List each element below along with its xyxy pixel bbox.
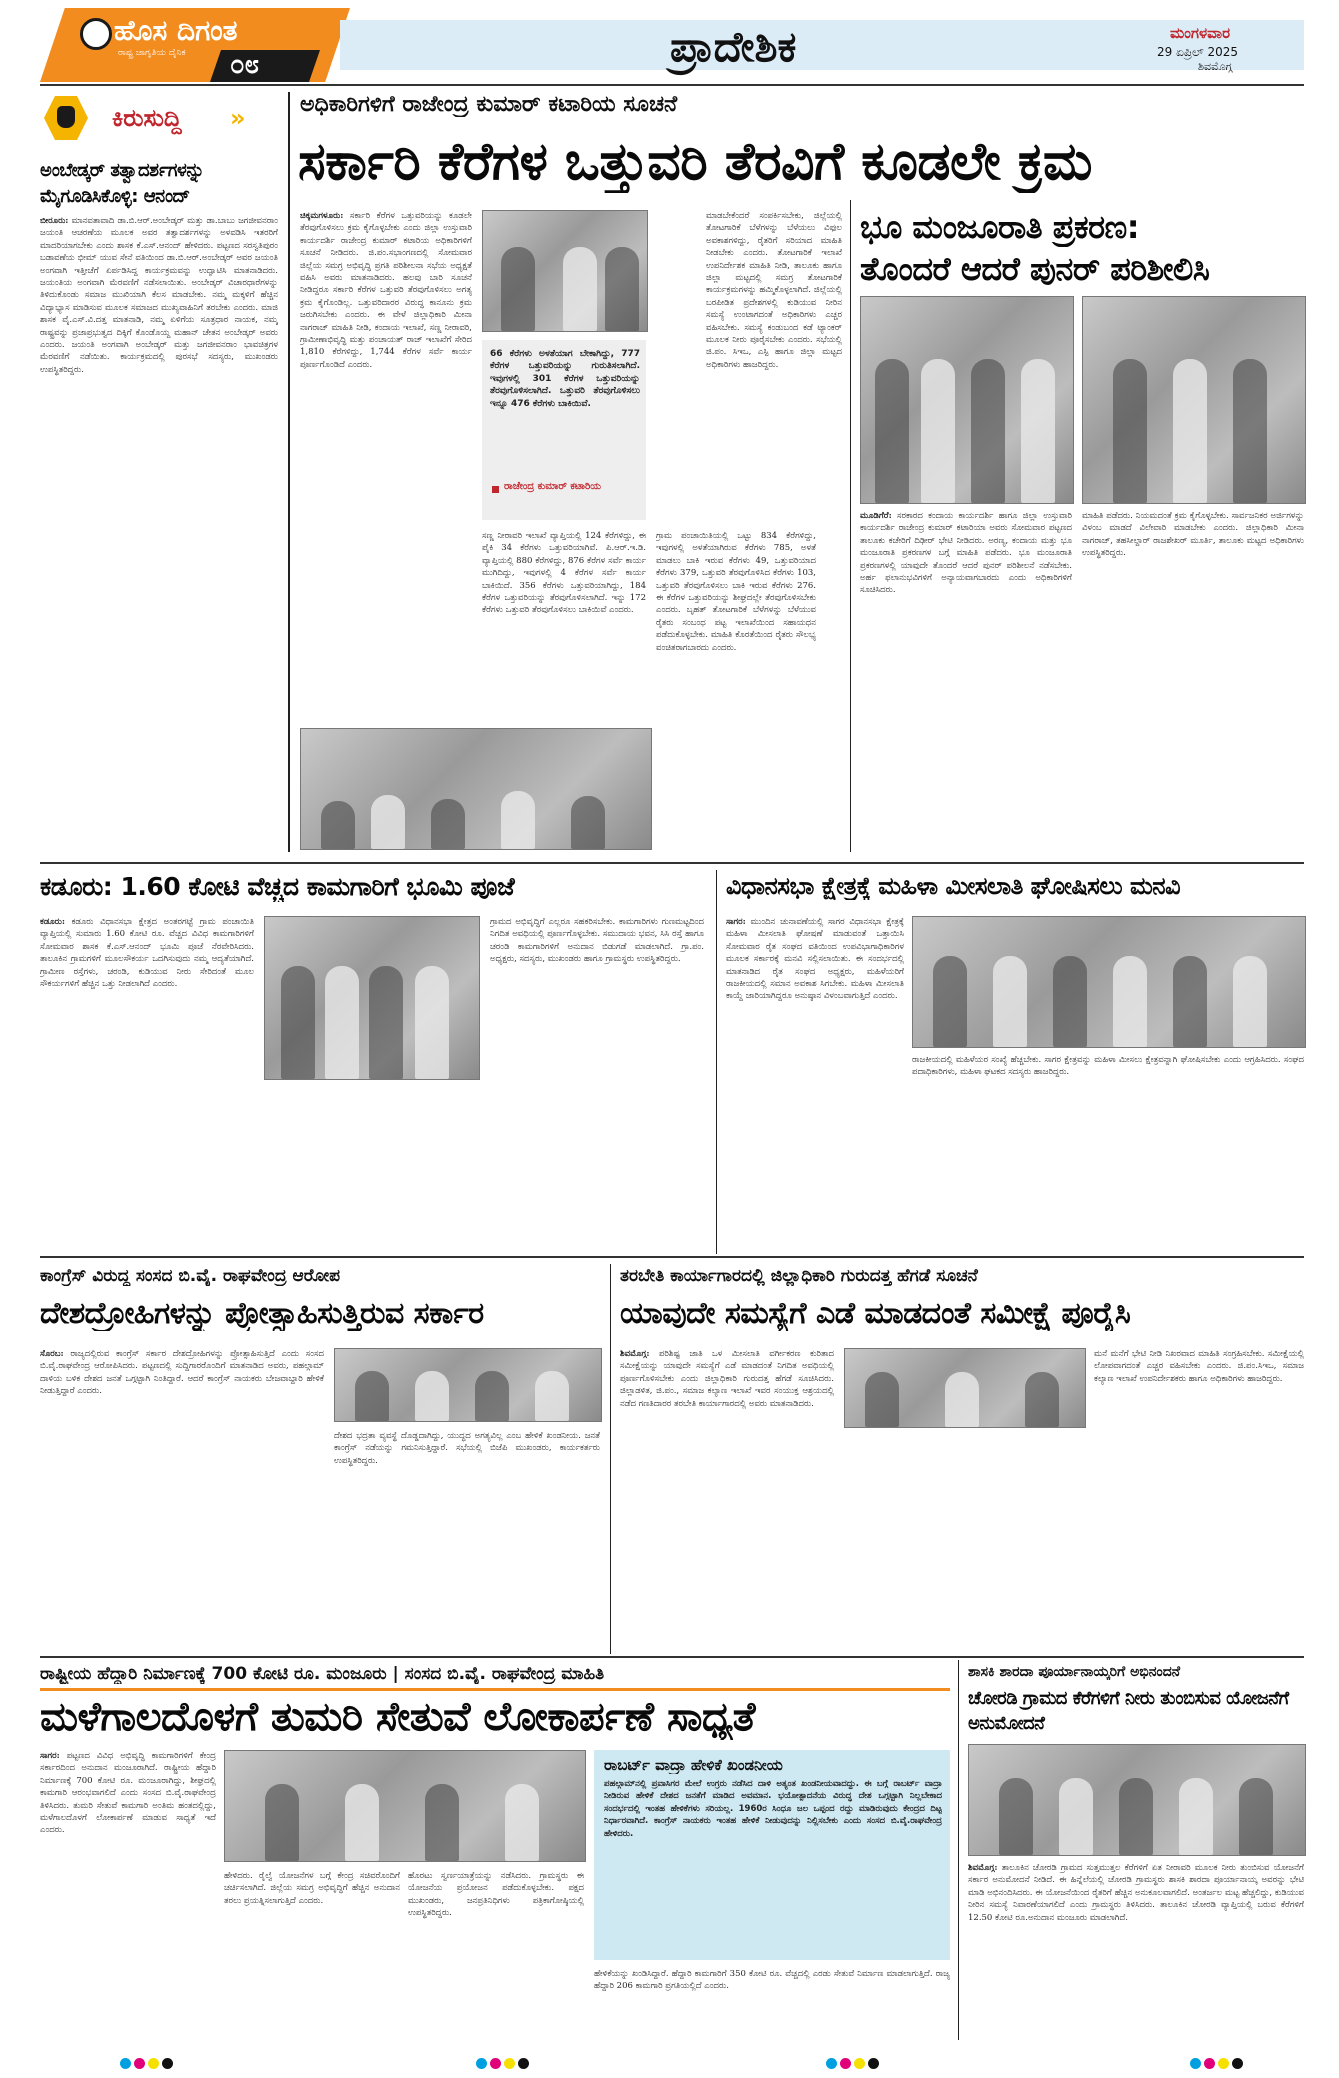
registration-marks-left <box>120 2058 180 2070</box>
masthead <box>40 8 1304 82</box>
bridge-headline: ಮಳೆಗಾಲದೊಳಗೆ ತುಮರಿ ಸೇತುವೆ ಲೋಕಾರ್ಪಣೆ ಸಾಧ್ಯತೆ <box>40 1694 755 1740</box>
bridge-col-1: ಸಾಗರ: ಪಟ್ಟಣದ ವಿವಿಧ ಅಭಿವೃದ್ಧಿ ಕಾಮಗಾರಿಗಳಿಗೆ ಕೇಂದ್ರ ಸರ್ಕಾರದಿಂದ ಅನುದಾನ ಮಂಜೂರಾಗಿದೆ. ರಾಷ್ಟ್ರೀಯ ಹೆದ್ದಾರಿ ನಿರ್ಮಾಣಕ್ಕೆ 700 ಕೋಟಿ ರೂ. ಮಂಜೂರಾಗಿದ್ದು, ಶೀಘ್ರದಲ್ಲಿ ಕಾಮಗಾರಿ ಆರಂಭವಾಗಲಿದೆ ಎಂದು ಸಂಸದ ಬಿ.ವೈ.ರಾಘವೇಂದ್ರ ತಿಳಿಸಿದರು. ತುಮರಿ ಸೇತುವೆ ಕಾಮಗಾರಿ ಅಂತಿಮ ಹಂತದಲ್ಲಿದ್ದು, ಮಳೆಗಾಲದೊಳಗೆ ಲೋಕಾರ್ಪಣೆ ಮಾಡುವ ಸಾಧ್ಯತೆ ಇದೆ ಎಂದರು. <box>40 1751 216 1836</box>
tarabeti-col-1: ಶಿವಮೊಗ್ಗ: ಪರಿಶಿಷ್ಟ ಜಾತಿ ಒಳ ಮೀಸಲಾತಿ ವರ್ಗೀಕರಣ ಕುರಿತಾದ ಸಮೀಕ್ಷೆಯನ್ನು ಯಾವುದೇ ಸಮಸ್ಯೆಗೆ ಎಡೆ ಮಾಡದಂತೆ ನಿಗದಿತ ಅವಧಿಯಲ್ಲಿ ಪೂರ್ಣಗೊಳಿಸಬೇಕು ಎಂದು ಜಿಲ್ಲಾಧಿಕಾರಿ ಗುರುದತ್ತ ಹೆಗಡೆ ಸೂಚಿಸಿದರು. ಜಿಲ್ಲಾಡಳಿತ, ಜಿ.ಪಂ., ಸಮಾಜ ಕಲ್ಯಾಣ ಇಲಾಖೆ ಇವರ ಸಂಯುಕ್ತ ಆಶ್ರಯದಲ್ಲಿ ನಡೆದ ಗಣತಿದಾರರ ತರಬೇತಿ ಕಾರ್ಯಾಗಾರದಲ್ಲಿ ಅವರು ಮಾತನಾಡಿದರು. <box>620 1349 834 1409</box>
lead-col-4: ಮಾಡಬೇಕೆಂದರೆ ಸಂಪರ್ಕಿಸಬೇಕು, ಜಿಲ್ಲೆಯಲ್ಲಿ ತೋಟಗಾರಿಕೆ ಬೆಳೆಗಳನ್ನು ಬೆಳೆಯಲು ವಿಫುಲ ಅವಕಾಶಗಳಿದ್ದು, ರೈತರಿಗೆ ಸರಿಯಾದ ಮಾಹಿತಿ ನೀಡಬೇಕು ಎಂದರು. ತೋಟಗಾರಿಕೆ ಇಲಾಖೆ ಉಪನಿರ್ದೇಶಕ ಮಾಹಿತಿ ನೀಡಿ, ತಾಲೂಕು ಹಾಗೂ ಜಿಲ್ಲಾ ಮಟ್ಟದಲ್ಲಿ ಸಮಗ್ರ ತೋಟಗಾರಿಕೆ ಕಾರ್ಯಕ್ರಮಗಳನ್ನು ಹಮ್ಮಿಕೊಳ್ಳಲಾಗಿದೆ. ಜಿಲ್ಲೆಯಲ್ಲಿ ಬರಪೀಡಿತ ಪ್ರದೇಶಗಳಲ್ಲಿ ಕುಡಿಯುವ ನೀರಿನ ಸಮಸ್ಯೆ ಉಂಟಾಗದಂತೆ ಅಧಿಕಾರಿಗಳು ಎಚ್ಚರ ವಹಿಸಬೇಕು. ಸಮಸ್ಯೆ ಕಂಡುಬಂದ ಕಡೆ ಟ್ಯಾಂಕರ್ ಮೂಲಕ ನೀರು ಪೂರೈಸಬೇಕು ಎಂದರು. ಸಭೆಯಲ್ಲಿ ಜಿ.ಪಂ. ಸಿಇಒ, ಎಸ್ಪಿ ಹಾಗೂ ಜಿಲ್ಲಾ ಮಟ್ಟದ ಅಧಿಕಾರಿಗಳು ಹಾಜರಿದ್ದರು. <box>706 211 842 370</box>
masthead-rule <box>40 84 1304 86</box>
page-number-block <box>210 50 320 82</box>
bhoo-photo-right <box>1082 296 1306 504</box>
tarabeti-kicker: ತರಬೇತಿ ಕಾರ್ಯಾಗಾರದಲ್ಲಿ ಜಿಲ್ಲಾಧಿಕಾರಿ ಗುರುದತ್ತ ಹೆಗಡೆ ಸೂಚನೆ <box>620 1266 978 1286</box>
congress-divider <box>610 1264 611 1654</box>
bhoo-headline-2: ತೊಂದರೆ ಆದರೆ ಪುನರ್ ಪರಿಶೀಲಿಸಿ <box>860 250 1210 288</box>
chevrons-icon: » <box>230 104 246 132</box>
kirusuddi-body: ಬೀರೂರು: ಮಾನವತಾವಾದಿ ಡಾ.ಬಿ.ಆರ್.ಅಂಬೇಡ್ಕರ್ ಮತ್ತು ಡಾ.ಬಾಬು ಜಗಜೀವನರಾಂ ಜಯಂತಿ ಆಚರಣೆಯ ಮೂಲಕ ಅವರ ತತ್ವಾದರ್ಶಗಳನ್ನು ಅಳವಡಿಸಿ ಇತರರಿಗೆ ಮಾದರಿಯಾಗಬೇಕು ಎಂದು ಶಾಸಕ ಕೆ.ಎಸ್.ಆನಂದ್ ಹೇಳಿದರು. ಪಟ್ಟಣದ ಸರಸ್ವತಿಪುರಂ ಬಡಾವಣೆಯ ಭೀಮ್ ಯುವ ಸೇನೆ ವತಿಯಿಂದ ಡಾ.ಬಿ.ಆರ್.ಅಂಬೇಡ್ಕರ್ ಅವರ ಜಯಂತಿ ಅಂಗವಾಗಿ ಇತ್ತೀಚೆಗೆ ಏರ್ಪಡಿಸಿದ್ದ ಕಾರ್ಯಕ್ರಮವನ್ನು ಉದ್ಘಾಟಿಸಿ ಮಾತನಾಡಿದರು. ಜಯಂತಿಯ ಅಂಗವಾಗಿ ಮೆರವಣಿಗೆ ನಡೆಸಲಾಯಿತು. ಅಂಬೇಡ್ಕರ್ ವಿಚಾರಧಾರೆಗಳನ್ನು ತಿಳಿದುಕೊಂಡು ಸಮಾಜ ಮುಖಿಯಾಗಿ ಕೆಲಸ ಮಾಡಬೇಕು. ನಮ್ಮ ಮಕ್ಕಳಿಗೆ ಹೆಚ್ಚಿನ ವಿದ್ಯಾಭ್ಯಾಸ ಮಾಡಿಸುವ ಮೂಲಕ ಸಮಾಜದ ಮುಖ್ಯವಾಹಿನಿಗೆ ತರಬೇಕು ಎಂದರು. ಮಾಜಿ ಶಾಸಕ ವೈ.ಎಸ್.ವಿ.ದತ್ತ ಮಾತನಾಡಿ, ನಮ್ಮ ಏಳಿಗೆಯ ಸೂತ್ರಧಾರ ನಾಯಕ, ನಮ್ಮ ರಾಷ್ಟ್ರವನ್ನು ಪ್ರಜಾಪ್ರಭುತ್ವದ ದಿಕ್ಕಿಗೆ ಕೊಂಡೊಯ್ದ ಮಹಾನ್ ಚೇತನ ಅಂಬೇಡ್ಕರ್ ಅವರು ಎಂದರು. ಜಯಂತಿ ಅಂಗವಾಗಿ ಅಂಬೇಡ್ಕರ್ ಮತ್ತು ಜಗಜೀವನರಾಂ ಭಾವಚಿತ್ರಗಳ ಮೆರವಣಿಗೆ ನಡೆಯಿತು. ಕಾರ್ಯಕ್ರಮದಲ್ಲಿ ಪುರಸಭೆ ಸದಸ್ಯರು, ಮುಖಂಡರು ಉಪಸ್ಥಿತರಿದ್ದರು. <box>40 216 278 375</box>
bridge-divider <box>958 1660 959 2040</box>
masthead-edition: ಶಿವಮೊಗ್ಗ <box>1198 60 1233 73</box>
robert-title: ರಾಬರ್ಟ್ ವಾದ್ರಾ ಹೇಳಿಕೆ ಖಂಡನೀಯ <box>604 1756 783 1774</box>
row2-rule <box>40 1256 1304 1258</box>
shasaki-headline: ಚೋರಡಿ ಗ್ರಾಮದ ಕೆರೆಗಳಿಗೆ ನೀರು ತುಂಬಿಸುವ ಯೋಜನೆಗೆ ಅನುಮೋದನೆ <box>968 1688 1289 1734</box>
lead-col-1: ಚಿಕ್ಕಮಗಳೂರು: ಸರ್ಕಾರಿ ಕೆರೆಗಳ ಒತ್ತುವರಿಯನ್ನು ಕೂಡಲೇ ತೆರವುಗೊಳಿಸಲು ಕ್ರಮ ಕೈಗೊಳ್ಳಬೇಕು ಎಂದು ಜಿಲ್ಲಾ ಉಸ್ತುವಾರಿ ಕಾರ್ಯದರ್ಶಿ ರಾಜೇಂದ್ರ ಕುಮಾರ್ ಕಟಾರಿಯ ಅಧಿಕಾರಿಗಳಿಗೆ ಸೂಚನೆ ನೀಡಿದರು. ಜಿ.ಪಂ.ಸಭಾಂಗಣದಲ್ಲಿ ಸೋಮವಾರ ಜಿಲ್ಲೆಯ ಸಮಗ್ರ ಅಭಿವೃದ್ಧಿ ಪ್ರಗತಿ ಪರಿಶೀಲನಾ ಸಭೆಯ ಅಧ್ಯಕ್ಷತೆ ವಹಿಸಿ ಅವರು ಮಾತನಾಡಿದರು. ಹಲವು ಬಾರಿ ಸೂಚನೆ ನೀಡಿದ್ದರೂ ಸರ್ಕಾರಿ ಕೆರೆಗಳ ಒತ್ತುವರಿ ತೆರವುಗೊಳಿಸಲು ಅಗತ್ಯ ಕ್ರಮ ಕೈಗೊಂಡಿಲ್ಲ. ಒತ್ತುವರಿದಾರರ ವಿರುದ್ಧ ಕಾನೂನು ಕ್ರಮ ಜರುಗಿಸಬೇಕು ಎಂದರು. ಈ ವೇಳೆ ಜಿಲ್ಲಾಧಿಕಾರಿ ಮೀನಾ ನಾಗರಾಜ್ ಮಾಹಿತಿ ನೀಡಿ, ಕಂದಾಯ ಇಲಾಖೆ, ಸಣ್ಣ ನೀರಾವರಿ, ಗ್ರಾಮೀಣಾಭಿವೃದ್ಧಿ ಮತ್ತು ಪಂಚಾಯತ್ ರಾಜ್ ಇಲಾಖೆಗೆ ಸೇರಿದ 1,810 ಕೆರೆಗಳಿದ್ದು, 1,744 ಕೆರೆಗಳ ಸರ್ವೆ ಕಾರ್ಯ ಪೂರ್ಣಗೊಂಡಿದೆ ಎಂದರು. <box>300 211 472 370</box>
bhoo-col-1: ಮೂಡಿಗೆರೆ: ಸರಕಾರದ ಕಂದಾಯ ಕಾರ್ಯದರ್ಶಿ ಹಾಗೂ ಜಿಲ್ಲಾ ಉಸ್ತುವಾರಿ ಕಾರ್ಯದರ್ಶಿ ರಾಜೇಂದ್ರ ಕುಮಾರ್ ಕಟಾರಿಯಾ ಅವರು ಸೋಮವಾರ ಪಟ್ಟಣದ ತಾಲೂಕು ಕಚೇರಿಗೆ ದಿಢೀರ್ ಭೇಟಿ ನೀಡಿದರು. ಅರಣ್ಯ, ಕಂದಾಯ ಮತ್ತು ಭೂ ಮಂಜೂರಾತಿ ಪ್ರಕರಣಗಳ ಬಗ್ಗೆ ಮಾಹಿತಿ ಪಡೆದರು. ಭೂ ಮಂಜೂರಾತಿ ಪ್ರಕರಣಗಳಲ್ಲಿ ಯಾವುದೇ ತೊಂದರೆ ಆದರೆ ಪುನರ್ ಪರಿಶೀಲನೆ ನಡೆಸಬೇಕು. ಅರ್ಹ ಫಲಾನುಭವಿಗಳಿಗೆ ಅನ್ಯಾಯವಾಗಬಾರದು ಎಂದು ಅಧಿಕಾರಿಗಳಿಗೆ ಸೂಚಿಸಿದರು. <box>860 511 1072 596</box>
paper-tagline: ರಾಷ್ಟ್ರ ಜಾಗೃತಿಯ ದೈನಿಕ <box>118 48 186 58</box>
factbox-bullet-icon <box>492 486 499 493</box>
lead-headline: ಸರ್ಕಾರಿ ಕೆರೆಗಳ ಒತ್ತುವರಿ ತೆರವಿಗೆ ಕೂಡಲೇ ಕ್ರಮ <box>298 132 1092 192</box>
paper-name: ಹೊಸ ದಿಗಂತ <box>114 14 238 47</box>
tarabeti-col-2: ಮನೆ ಮನೆಗೆ ಭೇಟಿ ನೀಡಿ ನಿಖರವಾದ ಮಾಹಿತಿ ಸಂಗ್ರಹಿಸಬೇಕು. ಸಮೀಕ್ಷೆಯಲ್ಲಿ ಲೋಪವಾಗದಂತೆ ಎಚ್ಚರ ವಹಿಸಬೇಕು ಎಂದರು. ಜಿ.ಪಂ.ಸಿಇಒ, ಸಮಾಜ ಕಲ್ಯಾಣ ಇಲಾಖೆ ಉಪನಿರ್ದೇಶಕರು ಹಾಗೂ ಅಧಿಕಾರಿಗಳು ಹಾಜರಿದ್ದರು. <box>1094 1349 1304 1384</box>
section-title: ಪ್ರಾದೇಶಿಕ <box>670 22 797 71</box>
kadur-divider <box>716 870 717 1254</box>
congress-col-2: ದೇಶದ ಭದ್ರತಾ ವ್ಯವಸ್ಥೆ ದೊಡ್ಡದಾಗಿದ್ದು, ಯುದ್ಧದ ಅಗತ್ಯವಿಲ್ಲ ಎಂಬ ಹೇಳಿಕೆ ಖಂಡನೀಯ. ಜನತೆ ಕಾಂಗ್ರೆಸ್ ನಡೆಯನ್ನು ಗಮನಿಸುತ್ತಿದ್ದಾರೆ. ಸಭೆಯಲ್ಲಿ ಬಿಜೆಪಿ ಮುಖಂಡರು, ಕಾರ್ಯಕರ್ತರು ಉಪಸ್ಥಿತರಿದ್ದರು. <box>334 1431 600 1466</box>
registration-marks-mid <box>826 2058 886 2070</box>
bhoo-photo-left <box>860 296 1074 504</box>
congress-col-1: ಸೊರಬ: ರಾಜ್ಯದಲ್ಲಿರುವ ಕಾಂಗ್ರೆಸ್ ಸರ್ಕಾರ ದೇಶದ್ರೋಹಿಗಳನ್ನು ಪ್ರೋತ್ಸಾಹಿಸುತ್ತಿದೆ ಎಂದು ಸಂಸದ ಬಿ.ವೈ.ರಾಘವೇಂದ್ರ ಆರೋಪಿಸಿದರು. ಪಟ್ಟಣದಲ್ಲಿ ಸುದ್ದಿಗಾರರೊಂದಿಗೆ ಮಾತನಾಡಿದ ಅವರು, ಪಹಲ್ಗಾಮ್ ದಾಳಿಯ ಬಳಿಕ ದೇಶದ ಜನತೆ ಒಗ್ಗಟ್ಟಾಗಿ ನಿಂತಿದ್ದಾರೆ. ಆದರೆ ಕಾಂಗ್ರೆಸ್ ನಾಯಕರು ಬೇಜವಾಬ್ದಾರಿ ಹೇಳಿಕೆ ನೀಡುತ್ತಿದ್ದಾರೆ ಎಂದರು. <box>40 1349 324 1397</box>
tarabeti-headline: ಯಾವುದೇ ಸಮಸ್ಯೆಗೆ ಎಡೆ ಮಾಡದಂತೆ ಸಮೀಕ್ಷೆ ಪೂರೈಸಿ <box>620 1296 1131 1331</box>
lead-col-2: ಸಣ್ಣ ನೀರಾವರಿ ಇಲಾಖೆ ವ್ಯಾಪ್ತಿಯಲ್ಲಿ 124 ಕೆರೆಗಳಿದ್ದು, ಈ ಪೈಕಿ 34 ಕೆರೆಗಳು ಒತ್ತುವರಿಯಾಗಿವೆ. ಪಿ.ಆರ್.ಇ.ಡಿ. ವ್ಯಾಪ್ತಿಯಲ್ಲಿ 880 ಕೆರೆಗಳಿದ್ದು, 876 ಕೆರೆಗಳ ಸರ್ವೆ ಕಾರ್ಯ ಮುಗಿದಿದ್ದು, ಇವುಗಳಲ್ಲಿ 4 ಕೆರೆಗಳ ಸರ್ವೆ ಕಾರ್ಯ ಬಾಕಿಯಿದೆ. 356 ಕೆರೆಗಳು ಒತ್ತುವರಿಯಾಗಿದ್ದು, 184 ಕೆರೆಗಳ ಒತ್ತುವರಿಯನ್ನು ತೆರವುಗೊಳಿಸಲಾಗಿದೆ. ಇನ್ನು 172 ಕೆರೆಗಳು ಒತ್ತುವರಿ ತೆರವುಗೊಳಿಸಲು ಬಾಕಿಯಿವೆ ಎಂದರು. <box>482 531 646 616</box>
vidhana-col-1: ಸಾಗರ: ಮುಂದಿನ ಚುನಾವಣೆಯಲ್ಲಿ ಸಾಗರ ವಿಧಾನಸಭಾ ಕ್ಷೇತ್ರಕ್ಕೆ ಮಹಿಳಾ ಮೀಸಲಾತಿ ಘೋಷಣೆ ಮಾಡುವಂತೆ ಒತ್ತಾಯಿಸಿ ಸೋಮವಾರ ರೈತ ಸಂಘದ ವತಿಯಿಂದ ಉಪವಿಭಾಗಾಧಿಕಾರಿಗಳ ಮೂಲಕ ಸರ್ಕಾರಕ್ಕೆ ಮನವಿ ಸಲ್ಲಿಸಲಾಯಿತು. ಈ ಸಂದರ್ಭದಲ್ಲಿ ಮಾತನಾಡಿದ ರೈತ ಸಂಘದ ಅಧ್ಯಕ್ಷರು, ಮಹಿಳೆಯರಿಗೆ ರಾಜಕೀಯದಲ್ಲಿ ಸಮಾನ ಅವಕಾಶ ಸಿಗಬೇಕು. ಮಹಿಳಾ ಮೀಸಲಾತಿ ಕಾಯ್ದೆ ಜಾರಿಯಾಗಿದ್ದರೂ ಅನುಷ್ಠಾನ ವಿಳಂಬವಾಗುತ್ತಿದೆ ಎಂದರು. <box>726 917 904 1002</box>
lead-kicker: ಅಧಿಕಾರಿಗಳಿಗೆ ರಾಜೇಂದ್ರ ಕುಮಾರ್ ಕಟಾರಿಯ ಸೂಚನೆ <box>300 92 678 117</box>
shasaki-photo <box>968 1744 1306 1856</box>
bridge-photo <box>224 1750 586 1862</box>
hand-icon <box>57 106 75 128</box>
congress-kicker: ಕಾಂಗ್ರೆಸ್ ವಿರುದ್ಧ ಸಂಸದ ಬಿ.ವೈ. ರಾಘವೇಂದ್ರ ಆರೋಪ <box>40 1266 341 1286</box>
kirusuddi-divider <box>288 92 290 852</box>
tarabeti-photo <box>844 1348 1086 1428</box>
lead-col-3: ಗ್ರಾಮ ಪಂಚಾಯಿತಿಯಲ್ಲಿ ಒಟ್ಟು 834 ಕೆರೆಗಳಿದ್ದು, ಇವುಗಳಲ್ಲಿ ಅಳತೆಯಾಗಿರುವ ಕೆರೆಗಳು 785, ಅಳತೆ ಮಾಡಲು ಬಾಕಿ ಇರುವ ಕೆರೆಗಳು 49, ಒತ್ತುವರಿಯಾದ ಕೆರೆಗಳು 379, ಒತ್ತುವರಿ ತೆರವುಗೊಳಿಸಿದ ಕೆರೆಗಳು 103, ಒತ್ತುವರಿ ತೆರವುಗೊಳಿಸಲು ಬಾಕಿ ಇರುವ ಕೆರೆಗಳು 276. ಈ ಕೆರೆಗಳ ಒತ್ತುವರಿಯನ್ನು ಶೀಘ್ರದಲ್ಲೇ ತೆರವುಗೊಳಿಸಬೇಕು ಎಂದರು. ಬೃಹತ್ ತೋಟಗಾರಿಕೆ ಬೆಳೆಗಳನ್ನು ಬೆಳೆಯುವ ರೈತರು ಸಂಬಂಧ ಪಟ್ಟ ಇಲಾಖೆಯಿಂದ ಸಹಾಯಧನ ಪಡೆದುಕೊಳ್ಳಬೇಕು. ಮಾಹಿತಿ ಕೊರತೆಯಿಂದ ರೈತರು ಸೌಲಭ್ಯ ವಂಚಿತರಾಗಬಾರದು ಎಂದರು. <box>656 531 816 653</box>
vidhana-photo <box>912 916 1306 1048</box>
bridge-col-2: ಹೇಳಿದರು. ರೈಲ್ವೆ ಯೋಜನೆಗಳ ಬಗ್ಗೆ ಕೇಂದ್ರ ಸಚಿವರೊಂದಿಗೆ ಚರ್ಚಿಸಲಾಗಿದೆ. ಜಿಲ್ಲೆಯ ಸಮಗ್ರ ಅಭಿವೃದ್ಧಿಗೆ ಹೆಚ್ಚಿನ ಅನುದಾನ ತರಲು ಪ್ರಯತ್ನಿಸಲಾಗುತ್ತಿದೆ ಎಂದರು. <box>224 1871 400 1906</box>
row3-rule <box>40 1656 1304 1658</box>
registration-marks-right <box>1190 2058 1250 2070</box>
congress-photo <box>334 1348 602 1422</box>
masthead-day: ಮಂಗಳವಾರ <box>1170 24 1231 42</box>
registration-marks-center <box>476 2058 536 2070</box>
vidhana-headline: ವಿಧಾನಸಭಾ ಕ್ಷೇತ್ರಕ್ಕೆ ಮಹಿಳಾ ಮೀಸಲಾತಿ ಘೋಷಿಸಲು ಮನವಿ <box>726 872 1181 900</box>
kirusuddi-headline: ಅಂಬೇಡ್ಕರ್ ತತ್ವಾದರ್ಶಗಳನ್ನು ಮೈಗೂಡಿಸಿಕೊಳ್ಳಿ: ಆನಂದ್ <box>40 160 204 207</box>
kadur-col-2: ಗ್ರಾಮದ ಅಭಿವೃದ್ಧಿಗೆ ಎಲ್ಲರೂ ಸಹಕರಿಸಬೇಕು. ಕಾಮಗಾರಿಗಳು ಗುಣಮಟ್ಟದಿಂದ ನಿಗದಿತ ಅವಧಿಯಲ್ಲಿ ಪೂರ್ಣಗೊಳ್ಳಬೇಕು. ಸಮುದಾಯ ಭವನ, ಸಿಸಿ ರಸ್ತೆ ಹಾಗೂ ಚರಂಡಿ ಕಾಮಗಾರಿಗಳಿಗೆ ಅನುದಾನ ಬಿಡುಗಡೆ ಮಾಡಲಾಗಿದೆ. ಗ್ರಾ.ಪಂ. ಅಧ್ಯಕ್ಷರು, ಸದಸ್ಯರು, ಮುಖಂಡರು ಹಾಗೂ ಗ್ರಾಮಸ್ಥರು ಉಪಸ್ಥಿತರಿದ್ದರು. <box>490 917 704 965</box>
lead-photo-meeting <box>482 210 648 332</box>
kadur-col-1: ಕಡೂರು: ಕಡೂರು ವಿಧಾನಸಭಾ ಕ್ಷೇತ್ರದ ಅಂತರಗಟ್ಟೆ ಗ್ರಾಮ ಪಂಚಾಯಿತಿ ವ್ಯಾಪ್ತಿಯಲ್ಲಿ ಸುಮಾರು 1.60 ಕೋಟಿ ರೂ. ವೆಚ್ಚದ ವಿವಿಧ ಕಾಮಗಾರಿಗಳಿಗೆ ಸೋಮವಾರ ಶಾಸಕ ಕೆ.ಎಸ್.ಆನಂದ್ ಭೂಮಿ ಪೂಜೆ ನೆರವೇರಿಸಿದರು. ತಾಲೂಕಿನ ಗ್ರಾಮಗಳಿಗೆ ಮೂಲಸೌಕರ್ಯ ಒದಗಿಸುವುದು ನಮ್ಮ ಆದ್ಯತೆಯಾಗಿದೆ. ಗ್ರಾಮೀಣ ರಸ್ತೆಗಳು, ಚರಂಡಿ, ಕುಡಿಯುವ ನೀರು ಸೇರಿದಂತೆ ಮೂಲ ಸೌಕರ್ಯಗಳಿಗೆ ಹೆಚ್ಚಿನ ಒತ್ತು ನೀಡಲಾಗಿದೆ ಎಂದರು. <box>40 917 254 990</box>
lead-factbox-text: 66 ಕೆರೆಗಳು ಅಳತೆಯಾಗ ಬೇಕಾಗಿದ್ದು, 777 ಕೆರೆಗಳ ಒತ್ತುವರಿಯನ್ನು ಗುರುತಿಸಲಾಗಿದೆ. ಇವುಗಳಲ್ಲಿ 301 ಕೆರೆಗಳ ಒತ್ತುವರಿಯನ್ನು ತೆರವುಗೊಳಿಸಲಾಗಿದೆ. ಒತ್ತುವರಿ ತೆರವುಗೊಳಿಸಲು ಇನ್ನೂ 476 ಕೆರೆಗಳು ಬಾಕಿಯಿವೆ. <box>490 349 640 409</box>
row1-rule <box>40 862 1304 864</box>
robert-col-after: ಹೇಳಿಕೆಯನ್ನು ಖಂಡಿಸಿದ್ದಾರೆ. ಹೆದ್ದಾರಿ ಕಾಮಗಾರಿಗೆ 350 ಕೋಟಿ ರೂ. ವೆಚ್ಚದಲ್ಲಿ ಎರಡು ಸೇತುವೆ ನಿರ್ಮಾಣ ಮಾಡಲಾಗುತ್ತಿದೆ. ರಾಜ್ಯ ಹೆದ್ದಾರಿ 206 ಕಾಮಗಾರಿ ಪ್ರಗತಿಯಲ್ಲಿದೆ ಎಂದರು. <box>594 1969 950 1992</box>
bridge-col-3: ಹೊರಟು ಸ್ವರ್ಣಯಾತ್ರೆಯನ್ನು ನಡೆಸಿದರು. ಗ್ರಾಮಸ್ಥರು ಈ ಯೋಜನೆಯ ಪ್ರಯೋಜನ ಪಡೆದುಕೊಳ್ಳಬೇಕು. ಪಕ್ಷದ ಮುಖಂಡರು, ಜನಪ್ರತಿನಿಧಿಗಳು ಪತ್ರಿಕಾಗೋಷ್ಠಿಯಲ್ಲಿ ಉಪಸ್ಥಿತರಿದ್ದರು. <box>408 1871 584 1919</box>
page-number: ೦೮ <box>230 50 260 80</box>
bridge-kicker: ರಾಷ್ಟ್ರೀಯ ಹೆದ್ದಾರಿ ನಿರ್ಮಾಣಕ್ಕೆ 700 ಕೋಟಿ ರೂ. ಮಂಜೂರು | ಸಂಸದ ಬಿ.ವೈ. ರಾಘವೇಂದ್ರ ಮಾಹಿತಿ <box>40 1664 605 1684</box>
bhoo-col-2: ಮಾಹಿತಿ ಪಡೆದರು. ನಿಯಮದಂತೆ ಕ್ರಮ ಕೈಗೊಳ್ಳಬೇಕು. ಸಾರ್ವಜನಿಕರ ಅರ್ಜಿಗಳನ್ನು ವಿಳಂಬ ಮಾಡದೆ ವಿಲೇವಾರಿ ಮಾಡಬೇಕು ಎಂದರು. ಜಿಲ್ಲಾಧಿಕಾರಿ ಮೀನಾ ನಾಗರಾಜ್, ತಹಸೀಲ್ದಾರ್ ರಾಜಶೇಖರ್ ಮೂರ್ತಿ, ತಾಲೂಕು ಮಟ್ಟದ ಅಧಿಕಾರಿಗಳು ಉಪಸ್ಥಿತರಿದ್ದರು. <box>1082 511 1304 559</box>
kadur-headline: ಕಡೂರು: 1.60 ಕೋಟಿ ವೆಚ್ಚದ ಕಾಮಗಾರಿಗೆ ಭೂಮಿ ಪೂಜೆ <box>40 872 515 901</box>
lead-photo-hall <box>300 728 652 850</box>
bridge-kicker-rule <box>40 1688 950 1691</box>
lead-factbox-source: ರಾಜೇಂದ್ರ ಕುಮಾರ್ ಕಟಾರಿಯ <box>504 481 601 492</box>
shasaki-body: ಶಿವಮೊಗ್ಗ: ತಾಲೂಕಿನ ಚೋರಡಿ ಗ್ರಾಮದ ಸುತ್ತಮುತ್ತಲ ಕೆರೆಗಳಿಗೆ ಏತ ನೀರಾವರಿ ಮೂಲಕ ನೀರು ತುಂಬಿಸುವ ಯೋಜನೆಗೆ ಸರ್ಕಾರ ಅನುಮೋದನೆ ನೀಡಿದೆ. ಈ ಹಿನ್ನೆಲೆಯಲ್ಲಿ ಚೋರಡಿ ಗ್ರಾಮಸ್ಥರು ಶಾಸಕಿ ಶಾರದಾ ಪೂರ್ಯಾನಾಯ್ಕ ಅವರನ್ನು ಭೇಟಿ ಮಾಡಿ ಅಭಿನಂದಿಸಿದರು. ಈ ಯೋಜನೆಯಿಂದ ರೈತರಿಗೆ ಹೆಚ್ಚಿನ ಅನುಕೂಲವಾಗಲಿದೆ. ಅಂತರ್ಜಲ ಮಟ್ಟ ಹೆಚ್ಚಲಿದ್ದು, ಕುಡಿಯುವ ನೀರಿನ ಸಮಸ್ಯೆ ನಿವಾರಣೆಯಾಗಲಿದೆ ಎಂದು ಗ್ರಾಮಸ್ಥರು ತಿಳಿಸಿದರು. ತಾಲೂಕಿನ ಚೋರಡಿ ವ್ಯಾಪ್ತಿಯಲ್ಲಿ ಬರುವ ಕೆರೆಗಳಿಗೆ 12.50 ಕೋಟಿ ರೂ.ಅನುದಾನ ಮಂಜೂರು ಮಾಡಲಾಗಿದೆ. <box>968 1863 1304 1923</box>
masthead-date: 29 ಏಪ್ರಿಲ್ 2025 <box>1157 45 1239 59</box>
shasaki-kicker: ಶಾಸಕಿ ಶಾರದಾ ಪೂರ್ಯಾನಾಯ್ಕರಿಗೆ ಅಭಿನಂದನೆ <box>968 1664 1181 1680</box>
congress-headline: ದೇಶದ್ರೋಹಿಗಳನ್ನು ಪ್ರೋತ್ಸಾಹಿಸುತ್ತಿರುವ ಸರ್ಕಾರ <box>40 1296 484 1331</box>
bhoo-headline-1: ಭೂ ಮಂಜೂರಾತಿ ಪ್ರಕರಣ: <box>860 208 1139 246</box>
logo-icon <box>80 18 112 50</box>
vidhana-col-2: ರಾಜಕೀಯದಲ್ಲಿ ಮಹಿಳೆಯರ ಸಂಖ್ಯೆ ಹೆಚ್ಚಬೇಕು. ಸಾಗರ ಕ್ಷೇತ್ರವನ್ನು ಮಹಿಳಾ ಮೀಸಲು ಕ್ಷೇತ್ರವನ್ನಾಗಿ ಘೋಷಿಸಬೇಕು ಎಂದು ಆಗ್ರಹಿಸಿದರು. ಸಂಘದ ಪದಾಧಿಕಾರಿಗಳು, ಮಹಿಳಾ ಘಟಕದ ಸದಸ್ಯರು ಹಾಜರಿದ್ದರು. <box>912 1055 1304 1078</box>
lead-divider <box>850 200 851 852</box>
kirusuddi-label: ಕಿರುಸುದ್ದಿ <box>112 104 182 132</box>
kadur-photo <box>264 916 480 1080</box>
robert-body: ಪಹಲ್ಗಾಮ್‌ನಲ್ಲಿ ಪ್ರವಾಸಿಗರ ಮೇಲೆ ಉಗ್ರರು ನಡೆಸಿದ ದಾಳಿ ಅತ್ಯಂತ ಖಂಡನೀಯವಾದದ್ದು. ಈ ಬಗ್ಗೆ ರಾಬರ್ಟ್ ವಾದ್ರಾ ನೀಡಿರುವ ಹೇಳಿಕೆ ದೇಶದ ಜನತೆಗೆ ಮಾಡಿದ ಅವಮಾನ. ಭಯೋತ್ಪಾದನೆಯ ವಿರುದ್ಧ ದೇಶ ಒಗ್ಗಟ್ಟಾಗಿ ನಿಲ್ಲಬೇಕಾದ ಸಂದರ್ಭದಲ್ಲಿ ಇಂತಹ ಹೇಳಿಕೆಗಳು ಸರಿಯಲ್ಲ. 1960ರ ಸಿಂಧೂ ಜಲ ಒಪ್ಪಂದ ರದ್ದು ಮಾಡಿರುವುದು ಕೇಂದ್ರದ ದಿಟ್ಟ ನಿರ್ಧಾರವಾಗಿದೆ. ಕಾಂಗ್ರೆಸ್ ನಾಯಕರು ಇಂತಹ ಹೇಳಿಕೆ ನೀಡುವುದನ್ನು ನಿಲ್ಲಿಸಬೇಕು ಎಂದು ಸಂಸದ ಬಿ.ವೈ.ರಾಘವೇಂದ್ರ ಹೇಳಿದರು. <box>604 1779 942 1839</box>
